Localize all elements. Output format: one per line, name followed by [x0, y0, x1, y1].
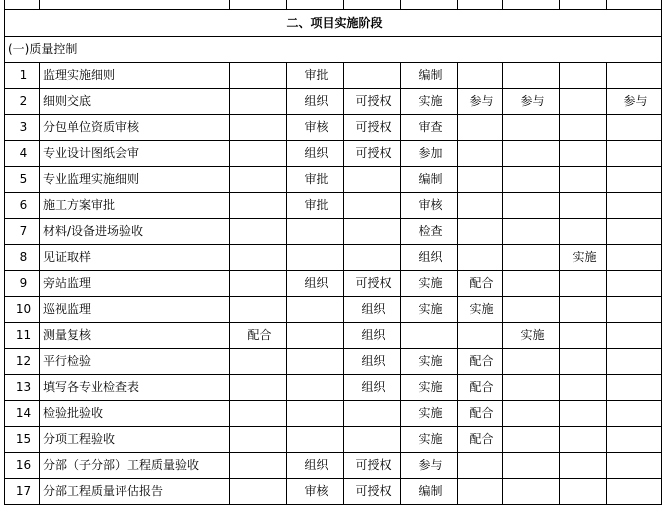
table-row [5, 375, 662, 401]
role-cell [503, 479, 560, 505]
role-cell: 审批 [287, 193, 344, 219]
row-number: 16 [5, 453, 40, 479]
role-cell [503, 349, 560, 375]
table-row [5, 479, 662, 505]
row-number: 14 [5, 401, 40, 427]
section-row [5, 37, 662, 63]
role-cell [503, 245, 560, 271]
role-cell: 参与 [401, 453, 458, 479]
row-number: 4 [5, 141, 40, 167]
role-cell [607, 63, 662, 89]
role-cell [560, 401, 607, 427]
role-cell [607, 479, 662, 505]
role-cell [458, 219, 503, 245]
role-cell [560, 219, 607, 245]
table-row [5, 63, 662, 89]
role-cell [230, 479, 287, 505]
role-cell [458, 193, 503, 219]
role-cell: 审核 [287, 479, 344, 505]
role-cell: 组织 [344, 375, 401, 401]
phase-title: 二、项目实施阶段 [5, 10, 662, 37]
role-cell [607, 141, 662, 167]
role-cell [344, 63, 401, 89]
role-cell: 可授权 [344, 115, 401, 141]
table-row [5, 297, 662, 323]
item-name: 检验批验收 [40, 401, 230, 427]
role-cell [560, 115, 607, 141]
item-name: 细则交底 [40, 89, 230, 115]
role-cell [401, 323, 458, 349]
role-cell: 审批 [287, 63, 344, 89]
row-number: 17 [5, 479, 40, 505]
role-cell [503, 427, 560, 453]
role-cell [230, 427, 287, 453]
role-cell [287, 323, 344, 349]
role-cell [503, 141, 560, 167]
row-number: 5 [5, 167, 40, 193]
role-cell: 实施 [401, 271, 458, 297]
role-cell [560, 89, 607, 115]
item-name: 巡视监理 [40, 297, 230, 323]
row-number: 8 [5, 245, 40, 271]
role-cell: 编制 [401, 479, 458, 505]
role-cell [607, 219, 662, 245]
role-cell [287, 401, 344, 427]
role-cell [560, 141, 607, 167]
role-cell [560, 349, 607, 375]
role-cell [230, 453, 287, 479]
table-row [5, 401, 662, 427]
role-cell: 可授权 [344, 453, 401, 479]
role-cell: 参与 [458, 89, 503, 115]
role-cell: 组织 [344, 297, 401, 323]
role-cell [287, 297, 344, 323]
role-cell: 可授权 [344, 89, 401, 115]
role-cell [344, 427, 401, 453]
item-name: 施工方案审批 [40, 193, 230, 219]
role-cell [503, 453, 560, 479]
role-cell [560, 271, 607, 297]
role-cell: 组织 [344, 349, 401, 375]
item-name: 旁站监理 [40, 271, 230, 297]
role-cell [560, 323, 607, 349]
role-cell [503, 219, 560, 245]
role-cell: 组织 [401, 245, 458, 271]
role-cell [230, 349, 287, 375]
role-cell: 参与 [607, 89, 662, 115]
role-cell [560, 63, 607, 89]
table-row [5, 167, 662, 193]
role-cell [458, 63, 503, 89]
table-row [5, 245, 662, 271]
table-row [5, 141, 662, 167]
role-cell: 实施 [401, 375, 458, 401]
item-name: 专业设计图纸会审 [40, 141, 230, 167]
role-cell [607, 115, 662, 141]
item-name: 填写各专业检查表 [40, 375, 230, 401]
role-cell [230, 401, 287, 427]
role-cell: 参与 [503, 89, 560, 115]
role-cell: 编制 [401, 167, 458, 193]
role-cell: 审核 [401, 193, 458, 219]
role-cell [287, 349, 344, 375]
role-cell [344, 401, 401, 427]
role-cell: 审批 [287, 167, 344, 193]
role-cell [458, 479, 503, 505]
role-cell [230, 297, 287, 323]
role-cell: 实施 [560, 245, 607, 271]
role-cell [607, 427, 662, 453]
row-number: 11 [5, 323, 40, 349]
item-name: 平行检验 [40, 349, 230, 375]
role-cell [607, 401, 662, 427]
role-cell: 组织 [344, 323, 401, 349]
role-cell [344, 219, 401, 245]
row-number: 2 [5, 89, 40, 115]
row-number: 7 [5, 219, 40, 245]
role-cell [458, 115, 503, 141]
role-cell [560, 167, 607, 193]
role-cell: 可授权 [344, 271, 401, 297]
role-cell [230, 219, 287, 245]
role-cell [230, 167, 287, 193]
role-cell: 实施 [458, 297, 503, 323]
role-cell: 实施 [401, 349, 458, 375]
role-cell [607, 271, 662, 297]
role-cell: 审查 [401, 115, 458, 141]
role-cell [607, 375, 662, 401]
table-row [5, 89, 662, 115]
row-number: 3 [5, 115, 40, 141]
role-cell [560, 375, 607, 401]
role-cell [344, 193, 401, 219]
row-number: 15 [5, 427, 40, 453]
role-cell [287, 245, 344, 271]
role-cell [230, 271, 287, 297]
role-cell: 配合 [458, 271, 503, 297]
title-row [5, 10, 662, 37]
item-name: 材料/设备进场验收 [40, 219, 230, 245]
role-cell [287, 375, 344, 401]
role-cell: 检查 [401, 219, 458, 245]
role-cell: 参加 [401, 141, 458, 167]
role-cell [560, 479, 607, 505]
role-cell: 配合 [458, 349, 503, 375]
role-cell: 可授权 [344, 141, 401, 167]
role-cell: 组织 [287, 89, 344, 115]
role-cell: 配合 [230, 323, 287, 349]
item-name: 分部工程质量评估报告 [40, 479, 230, 505]
role-cell [607, 297, 662, 323]
role-cell [230, 63, 287, 89]
item-name: 分部（子分部）工程质量验收 [40, 453, 230, 479]
role-cell: 实施 [401, 401, 458, 427]
role-cell [458, 167, 503, 193]
role-cell [458, 141, 503, 167]
table-row [5, 193, 662, 219]
role-cell [230, 89, 287, 115]
row-number: 13 [5, 375, 40, 401]
item-name: 测量复核 [40, 323, 230, 349]
role-cell [607, 193, 662, 219]
role-cell: 实施 [401, 89, 458, 115]
row-number: 10 [5, 297, 40, 323]
role-cell [560, 193, 607, 219]
role-cell: 组织 [287, 271, 344, 297]
role-cell: 可授权 [344, 479, 401, 505]
role-cell [607, 245, 662, 271]
role-cell [458, 245, 503, 271]
role-cell [560, 297, 607, 323]
role-cell [560, 427, 607, 453]
role-cell [287, 219, 344, 245]
role-cell: 组织 [287, 453, 344, 479]
role-cell [560, 453, 607, 479]
item-name: 监理实施细则 [40, 63, 230, 89]
role-cell [287, 427, 344, 453]
role-cell [230, 141, 287, 167]
responsibility-table [4, 0, 662, 505]
table-row [5, 323, 662, 349]
role-cell [344, 245, 401, 271]
role-cell: 配合 [458, 401, 503, 427]
role-cell: 实施 [401, 427, 458, 453]
role-cell [458, 323, 503, 349]
row-number: 12 [5, 349, 40, 375]
role-cell: 配合 [458, 427, 503, 453]
item-name: 见证取样 [40, 245, 230, 271]
role-cell [503, 375, 560, 401]
table-row [5, 219, 662, 245]
section-header: (一)质量控制 [5, 37, 662, 63]
role-cell [503, 297, 560, 323]
table-row [5, 427, 662, 453]
table-row [5, 271, 662, 297]
role-cell [230, 375, 287, 401]
table-row [5, 115, 662, 141]
role-cell [607, 453, 662, 479]
table-row [5, 453, 662, 479]
role-cell [503, 193, 560, 219]
role-cell: 实施 [401, 297, 458, 323]
role-cell [230, 115, 287, 141]
role-cell [503, 401, 560, 427]
role-cell [458, 453, 503, 479]
row-number: 9 [5, 271, 40, 297]
item-name: 分包单位资质审核 [40, 115, 230, 141]
role-cell [607, 349, 662, 375]
item-name: 专业监理实施细则 [40, 167, 230, 193]
role-cell [607, 167, 662, 193]
row-number: 6 [5, 193, 40, 219]
role-cell: 组织 [287, 141, 344, 167]
table-row [5, 349, 662, 375]
cutoff-row [5, 0, 662, 10]
role-cell [503, 271, 560, 297]
role-cell: 配合 [458, 375, 503, 401]
role-cell [503, 167, 560, 193]
role-cell [230, 193, 287, 219]
role-cell [503, 63, 560, 89]
role-cell [344, 167, 401, 193]
item-name: 分项工程验收 [40, 427, 230, 453]
row-number: 1 [5, 63, 40, 89]
role-cell: 审核 [287, 115, 344, 141]
role-cell: 编制 [401, 63, 458, 89]
role-cell [503, 115, 560, 141]
role-cell [230, 245, 287, 271]
role-cell [607, 323, 662, 349]
role-cell: 实施 [503, 323, 560, 349]
